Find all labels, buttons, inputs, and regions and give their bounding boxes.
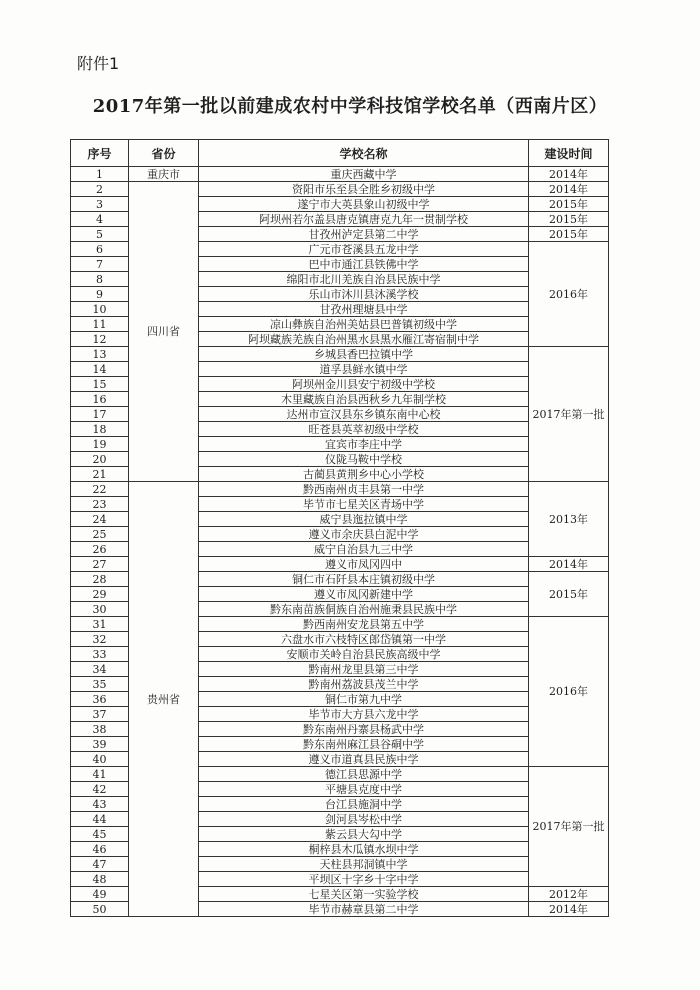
row-number: 43 bbox=[71, 797, 129, 812]
row-number: 12 bbox=[71, 332, 129, 347]
school-name-cell: 甘孜州理塘县中学 bbox=[199, 302, 529, 317]
build-year-cell: 2016年 bbox=[529, 617, 609, 767]
province-cell: 四川省 bbox=[129, 182, 199, 482]
build-year-cell: 2015年 bbox=[529, 212, 609, 227]
header-build-year: 建设时间 bbox=[529, 140, 609, 167]
school-name-cell: 遵义市道真县民族中学 bbox=[199, 752, 529, 767]
header-school-name: 学校名称 bbox=[199, 140, 529, 167]
row-number: 34 bbox=[71, 662, 129, 677]
school-name-cell: 古蔺县黄荆乡中心小学校 bbox=[199, 467, 529, 482]
row-number: 24 bbox=[71, 512, 129, 527]
school-name-cell: 广元市苍溪县五龙中学 bbox=[199, 242, 529, 257]
school-name-cell: 德江县思源中学 bbox=[199, 767, 529, 782]
page-title: 2017年第一批以前建成农村中学科技馆学校名单（西南片区） bbox=[92, 96, 608, 117]
school-name-cell: 重庆西藏中学 bbox=[199, 167, 529, 182]
row-number: 32 bbox=[71, 632, 129, 647]
row-number: 11 bbox=[71, 317, 129, 332]
table-header-row bbox=[71, 140, 609, 167]
row-number: 16 bbox=[71, 392, 129, 407]
row-number: 17 bbox=[71, 407, 129, 422]
header-province: 省份 bbox=[129, 140, 199, 167]
school-name-cell: 巴中市通江县铁佛中学 bbox=[199, 257, 529, 272]
table-body bbox=[71, 167, 609, 917]
school-name-cell: 阿坝州若尔盖县唐克镇唐克九年一贯制学校 bbox=[199, 212, 529, 227]
school-name-cell: 威宁县迤拉镇中学 bbox=[199, 512, 529, 527]
school-name-cell: 遂宁市大英县象山初级中学 bbox=[199, 197, 529, 212]
table-row bbox=[71, 167, 609, 182]
province-cell: 重庆市 bbox=[129, 167, 199, 182]
school-name-cell: 旺苍县英萃初级中学校 bbox=[199, 422, 529, 437]
table-row bbox=[71, 482, 609, 497]
school-name-cell: 毕节市七星关区青场中学 bbox=[199, 497, 529, 512]
school-name-cell: 台江县施洞中学 bbox=[199, 797, 529, 812]
school-name-cell: 黔南州龙里县第三中学 bbox=[199, 662, 529, 677]
row-number: 7 bbox=[71, 257, 129, 272]
school-name-cell: 遵义市凤冈新建中学 bbox=[199, 587, 529, 602]
row-number: 9 bbox=[71, 287, 129, 302]
row-number: 44 bbox=[71, 812, 129, 827]
school-name-cell: 铜仁市第九中学 bbox=[199, 692, 529, 707]
row-number: 25 bbox=[71, 527, 129, 542]
school-name-cell: 平坝区十字乡十字中学 bbox=[199, 872, 529, 887]
row-number: 26 bbox=[71, 542, 129, 557]
school-name-cell: 阿坝藏族羌族自治州黑水县黑水雁江寄宿制中学 bbox=[199, 332, 529, 347]
row-number: 46 bbox=[71, 842, 129, 857]
school-name-cell: 黔西南州贞丰县第一中学 bbox=[199, 482, 529, 497]
row-number: 5 bbox=[71, 227, 129, 242]
row-number: 28 bbox=[71, 572, 129, 587]
row-number: 8 bbox=[71, 272, 129, 287]
school-name-cell: 阿坝州金川县安宁初级中学校 bbox=[199, 377, 529, 392]
build-year-cell: 2012年 bbox=[529, 887, 609, 902]
build-year-cell: 2014年 bbox=[529, 182, 609, 197]
row-number: 33 bbox=[71, 647, 129, 662]
build-year-cell: 2015年 bbox=[529, 197, 609, 212]
row-number: 15 bbox=[71, 377, 129, 392]
row-number: 14 bbox=[71, 362, 129, 377]
row-number: 4 bbox=[71, 212, 129, 227]
school-name-cell: 黔东南苗族侗族自治州施秉县民族中学 bbox=[199, 602, 529, 617]
row-number: 19 bbox=[71, 437, 129, 452]
school-name-cell: 威宁自治县九三中学 bbox=[199, 542, 529, 557]
header-number: 序号 bbox=[71, 140, 129, 167]
row-number: 37 bbox=[71, 707, 129, 722]
build-year-cell: 2015年 bbox=[529, 572, 609, 617]
row-number: 47 bbox=[71, 857, 129, 872]
school-name-cell: 道孚县鲜水镇中学 bbox=[199, 362, 529, 377]
row-number: 22 bbox=[71, 482, 129, 497]
school-name-cell: 平塘县克度中学 bbox=[199, 782, 529, 797]
build-year-cell: 2015年 bbox=[529, 227, 609, 242]
school-name-cell: 黔东南州丹寨县杨武中学 bbox=[199, 722, 529, 737]
school-name-cell: 剑河县岑松中学 bbox=[199, 812, 529, 827]
school-name-cell: 遵义市余庆县白泥中学 bbox=[199, 527, 529, 542]
school-name-cell: 黔东南州麻江县谷硐中学 bbox=[199, 737, 529, 752]
school-name-cell: 铜仁市石阡县本庄镇初级中学 bbox=[199, 572, 529, 587]
school-name-cell: 资阳市乐至县全胜乡初级中学 bbox=[199, 182, 529, 197]
build-year-cell: 2017年第一批 bbox=[529, 767, 609, 887]
row-number: 29 bbox=[71, 587, 129, 602]
school-name-cell: 黔西南州安龙县第五中学 bbox=[199, 617, 529, 632]
school-name-cell: 黔南州荔波县茂兰中学 bbox=[199, 677, 529, 692]
province-cell: 贵州省 bbox=[129, 482, 199, 917]
row-number: 48 bbox=[71, 872, 129, 887]
row-number: 21 bbox=[71, 467, 129, 482]
row-number: 13 bbox=[71, 347, 129, 362]
row-number: 39 bbox=[71, 737, 129, 752]
school-name-cell: 安顺市关岭自治县民族高级中学 bbox=[199, 647, 529, 662]
build-year-cell: 2014年 bbox=[529, 557, 609, 572]
row-number: 30 bbox=[71, 602, 129, 617]
build-year-cell: 2016年 bbox=[529, 242, 609, 347]
row-number: 27 bbox=[71, 557, 129, 572]
row-number: 38 bbox=[71, 722, 129, 737]
row-number: 23 bbox=[71, 497, 129, 512]
school-name-cell: 甘孜州泸定县第二中学 bbox=[199, 227, 529, 242]
school-name-cell: 绵阳市北川羌族自治县民族中学 bbox=[199, 272, 529, 287]
row-number: 20 bbox=[71, 452, 129, 467]
school-name-cell: 凉山彝族自治州美姑县巴普镇初级中学 bbox=[199, 317, 529, 332]
row-number: 31 bbox=[71, 617, 129, 632]
row-number: 41 bbox=[71, 767, 129, 782]
school-name-cell: 六盘水市六枝特区郎岱镇第一中学 bbox=[199, 632, 529, 647]
build-year-cell: 2017年第一批 bbox=[529, 347, 609, 482]
school-name-cell: 天柱县邦洞镇中学 bbox=[199, 857, 529, 872]
row-number: 10 bbox=[71, 302, 129, 317]
row-number: 45 bbox=[71, 827, 129, 842]
school-name-cell: 乐山市沐川县沐溪学校 bbox=[199, 287, 529, 302]
school-name-cell: 桐梓县木瓜镇水坝中学 bbox=[199, 842, 529, 857]
row-number: 2 bbox=[71, 182, 129, 197]
row-number: 40 bbox=[71, 752, 129, 767]
school-name-cell: 七星关区第一实验学校 bbox=[199, 887, 529, 902]
school-name-cell: 木里藏族自治县西秋乡九年制学校 bbox=[199, 392, 529, 407]
school-name-cell: 仪陇马鞍中学校 bbox=[199, 452, 529, 467]
build-year-cell: 2014年 bbox=[529, 167, 609, 182]
school-name-cell: 毕节市大方县六龙中学 bbox=[199, 707, 529, 722]
school-name-cell: 紫云县大勾中学 bbox=[199, 827, 529, 842]
row-number: 6 bbox=[71, 242, 129, 257]
school-name-cell: 毕节市赫章县第二中学 bbox=[199, 902, 529, 917]
row-number: 49 bbox=[71, 887, 129, 902]
build-year-cell: 2014年 bbox=[529, 902, 609, 917]
school-name-cell: 乡城县香巴拉镇中学 bbox=[199, 347, 529, 362]
row-number: 18 bbox=[71, 422, 129, 437]
row-number: 50 bbox=[71, 902, 129, 917]
row-number: 1 bbox=[71, 167, 129, 182]
build-year-cell: 2013年 bbox=[529, 482, 609, 557]
school-name-cell: 宜宾市李庄中学 bbox=[199, 437, 529, 452]
school-name-cell: 达州市宣汉县东乡镇东南中心校 bbox=[199, 407, 529, 422]
school-name-cell: 遵义市凤冈四中 bbox=[199, 557, 529, 572]
row-number: 35 bbox=[71, 677, 129, 692]
row-number: 3 bbox=[71, 197, 129, 212]
table-row bbox=[71, 182, 609, 197]
row-number: 36 bbox=[71, 692, 129, 707]
row-number: 42 bbox=[71, 782, 129, 797]
school-table bbox=[70, 139, 609, 917]
attachment-label: 附件1 bbox=[77, 54, 120, 73]
